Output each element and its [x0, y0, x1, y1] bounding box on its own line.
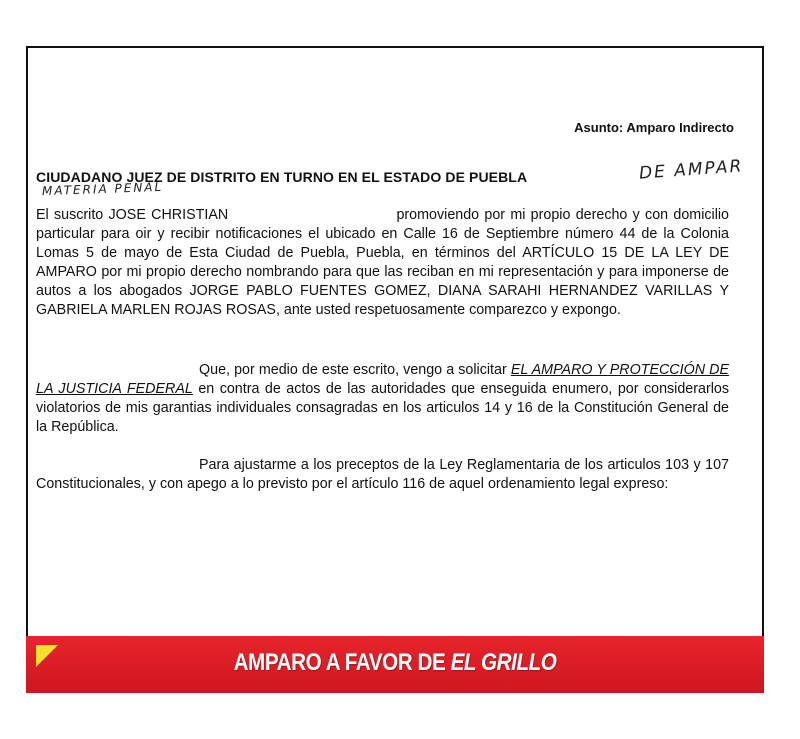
handwritten-note-top: DE AMPAR: [638, 156, 744, 184]
asunto-line: Asunto: Amparo Indirecto: [574, 120, 734, 135]
paragraph-2-emphasis: EL AMPARO Y PROTECCIÓN DE LA JUSTICIA FEDERAL: [36, 362, 729, 397]
paragraph-2-rest: en contra de actos de las autoridades que enseguida enumero, por considerarlos violatorios de mis garantias individuales consagradas en los articulos 14 y 16 de la Constitución General de la República.: [36, 381, 729, 435]
banner-emphasis: EL GRILLO: [450, 649, 557, 676]
paragraph-3-text: Para ajustarme a los preceptos de la Ley Reglamentaria de los articulos 103 y 107 Constitucionales, y con apego a lo previsto por el artículo 116 de aquel ordenamiento legal expreso:: [36, 457, 729, 492]
corner-triangle-icon: [36, 645, 58, 667]
paragraph-3: [36, 456, 729, 494]
handwritten-note-left: MATERIA PENAL: [41, 179, 164, 199]
paragraph-2: [36, 361, 729, 437]
document-frame: [26, 46, 764, 692]
paragraph-2-start: Que, por medio de este escrito, vengo a solicitar: [199, 362, 507, 378]
banner-caption: [78, 649, 713, 677]
addressee-heading: CIUDADANO JUEZ DE DISTRITO EN TURNO EN EL ESTADO DE PUEBLA: [36, 169, 528, 185]
caption-banner: [26, 636, 764, 693]
paragraph-1: [36, 206, 729, 320]
banner-text: AMPARO A FAVOR DE: [233, 649, 446, 676]
paragraph-1-rest: promoviendo por mi propio derecho y con domicilio particular para oir y recibir notificaciones el ubicado en Calle 16 de Septiembre número 44 de la Colonia Lomas 5 de mayo de Esta Ciudad de Puebla, Puebla, en términos del ARTÍCULO 15 DE LA LEY DE AMPARO por mi propio derecho nombrando para que las reciban en mi representación y para imponerse de autos a los abogados JORGE PABLO FUENTES GOMEZ, DIANA SARAHI HERNANDEZ VARILLAS Y GABRIELA MARLEN ROJAS ROSAS, ante usted respetuosamente comparezco y expongo.: [36, 207, 729, 318]
paragraph-1-start: El suscrito JOSE CHRISTIAN: [36, 207, 229, 223]
